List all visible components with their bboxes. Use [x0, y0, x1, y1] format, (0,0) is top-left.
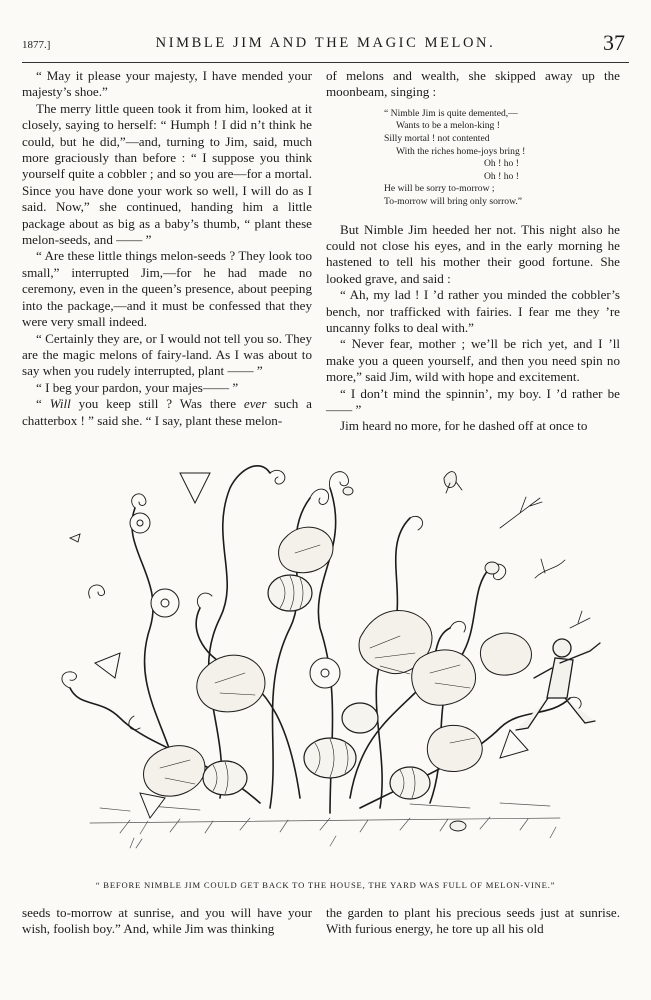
- paragraph: Jim heard no more, for he dashed off at once to: [340, 418, 588, 434]
- paragraph: of melons and wealth, she skipped away up the moonbeam, singing :: [326, 68, 620, 100]
- paragraph: “ Are these little things melon-seeds ? They look too small,” interrupted Jim,—for he had made no ceremony, even in the queen’s presence, about peeping into the package,—and it must be confessed that they were very small indeed.: [22, 248, 312, 330]
- text-run: such a chatterbox ! ” said she. “ I say, plant these melon-: [22, 396, 312, 428]
- verse-line: Silly mortal ! not contented: [384, 133, 490, 144]
- paragraph: “ Never fear, mother ; we’ll be rich yet, and I ’ll make you a queen yourself, and then you need spin no more,” said Jim, wild with hope and excitement.: [326, 336, 620, 385]
- header-rule: [22, 62, 629, 63]
- paragraph: “ Ah, my lad ! I ’d rather you minded the cobbler’s bench, nor trafficked with fairies. I fear me they ’re uncanny folks to deal with.”: [326, 287, 620, 335]
- page-number: 37: [603, 30, 625, 55]
- text-run: “: [36, 396, 50, 412]
- verse-line: Oh ! ho !: [484, 158, 519, 170]
- bottom-left-text: seeds to-morrow at sunrise, and you will have your wish, foolish boy.” And, while Jim was thinking: [22, 905, 312, 937]
- verse-line: Oh ! ho !: [484, 170, 519, 182]
- italic-word: Will: [49, 396, 71, 412]
- right-edge-foliage: [500, 497, 590, 628]
- verse-line: “ Nimble Jim is quite demented,—: [384, 107, 518, 119]
- running-header: [22, 30, 629, 58]
- right-column: [326, 68, 620, 435]
- illustration-caption: “ BEFORE NIMBLE JIM COULD GET BACK TO THE HOUSE, THE YARD WAS FULL OF MELON-VINE.”: [95, 880, 556, 890]
- italic-word: ever: [243, 396, 267, 412]
- verse-line: With the riches home-joys bring !: [396, 145, 526, 157]
- tendrils: [62, 470, 581, 729]
- verse-line: Wants to be a melon-king !: [396, 120, 500, 132]
- ground-hatching: [90, 803, 560, 848]
- paragraph-queen-retort: [22, 396, 312, 429]
- verse-line: He will be sorry to-morrow ;: [384, 183, 495, 195]
- text-run: you keep still ? Was there: [70, 396, 244, 412]
- left-column: [22, 68, 312, 429]
- verse-line: To-morrow will bring only sorrow.”: [384, 195, 523, 207]
- bottom-right-text: the garden to plant his precious seeds just at sunrise. With furious energy, he tore up all his old: [326, 905, 620, 937]
- song-verse: [384, 108, 620, 209]
- paragraph: The merry little queen took it from him, looked at it closely, saying to herself: “ Humph ! I did n’t think he could, but he did,”—and, turning to Jim, said, much more graciously than before : “ I suppose you think yourself quite a cobbler ; and so you are—for a mortal. Since you have done your work so well, I will do as I said. Now,” she continued, handing him a little package about as big as a baby’s thumb, “ plant these melon-seeds, and —— ”: [22, 100, 312, 248]
- header-title: NIMBLE JIM AND THE MAGIC MELON.: [155, 35, 496, 51]
- paragraph: “ May it please your majesty, I have mended your majesty’s shoe.”: [22, 68, 312, 100]
- paragraph: “ Certainly they are, or I would not tell you so. They are the magic melons of fairy-land. As I was about to say when you rudely interrupted, plant —— ”: [22, 330, 312, 379]
- paragraph: “ I beg your pardon, your majes—— ”: [36, 379, 239, 395]
- paragraph: “ I don’t mind the spinnin’, my boy. I ’d rather be —— ”: [326, 385, 620, 418]
- paragraph: But Nimble Jim heeded her not. This night also he could not close his eyes, and in the early morning he hastened to tell his mother their good fortune. She looked grave, and said :: [326, 221, 620, 286]
- melon-vine-illustration: [30, 428, 620, 868]
- header-year: 1877.]: [22, 39, 51, 51]
